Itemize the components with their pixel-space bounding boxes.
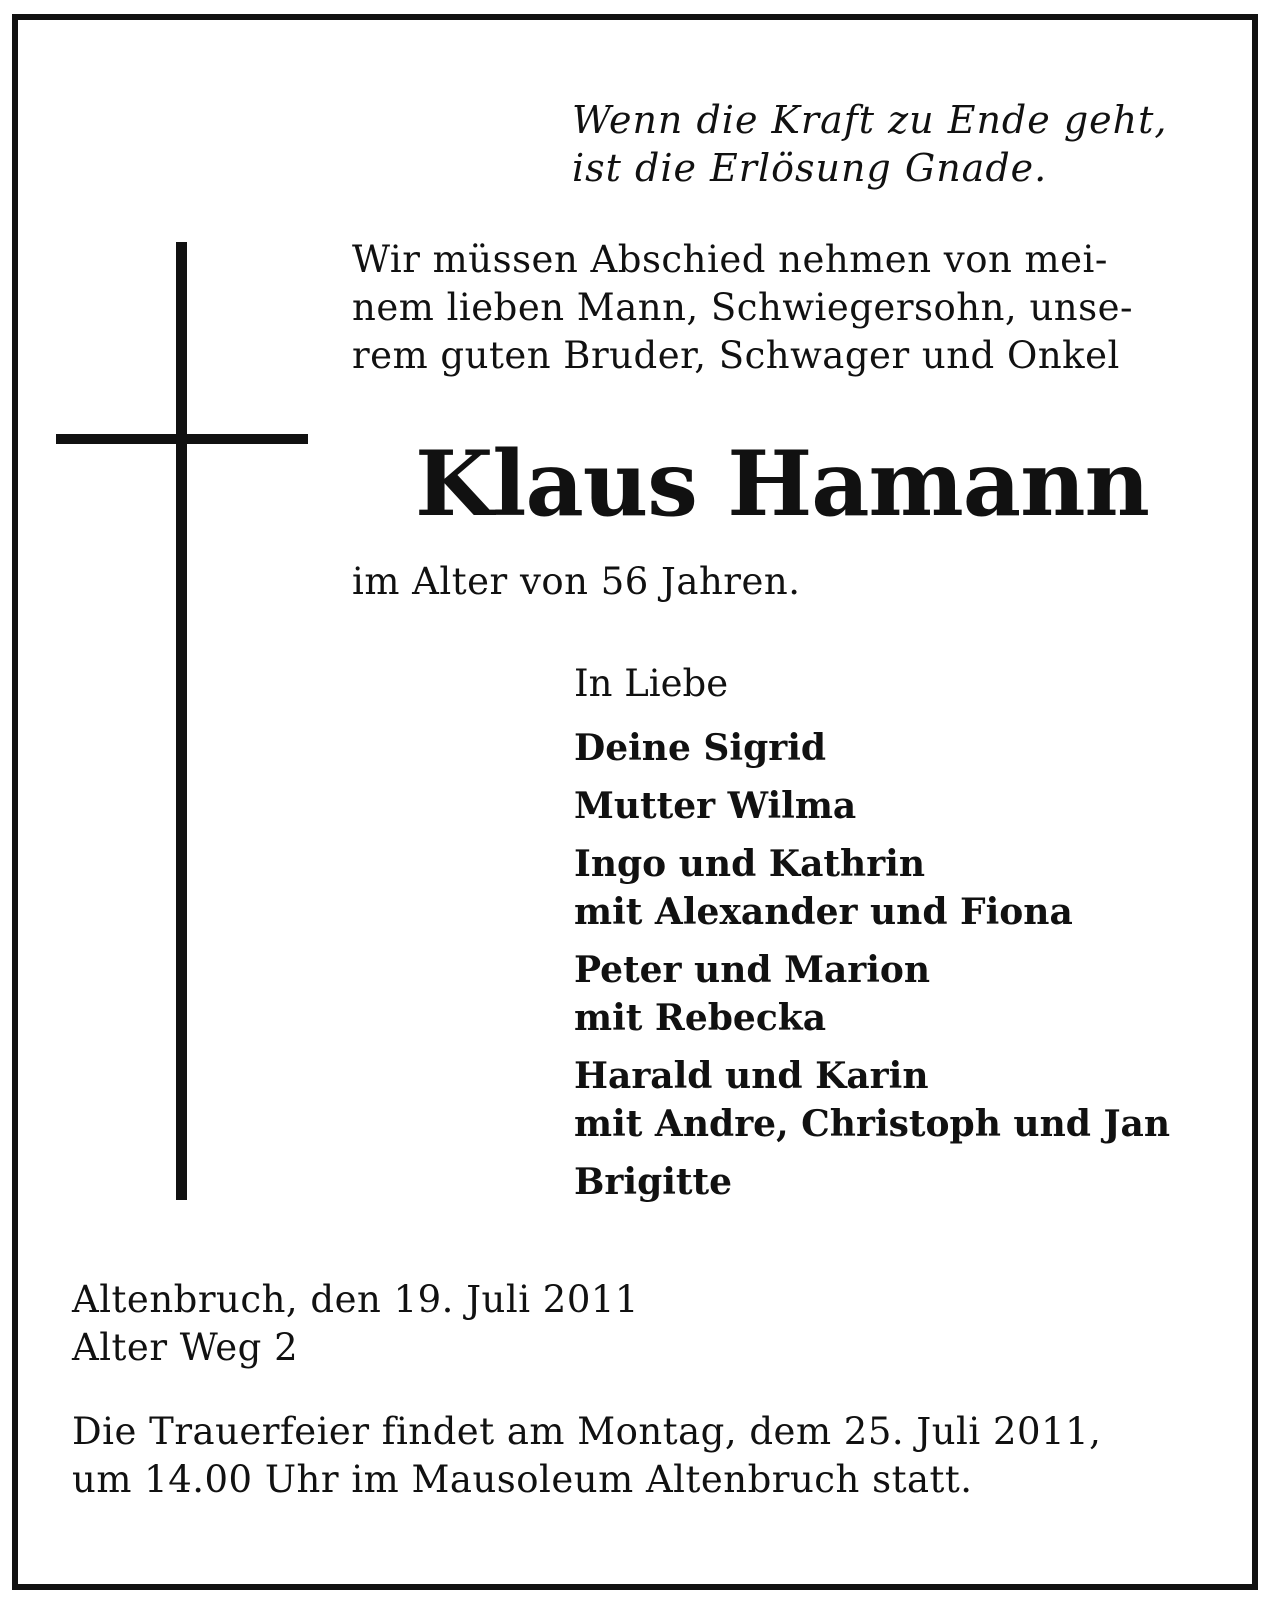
motto-line: Wenn die Kraft zu Ende geht,	[572, 98, 1168, 142]
cross-icon-horizontal-bar	[56, 434, 308, 444]
announcement-line: nem lieben Mann, Schwiegersohn, unse-	[352, 286, 1133, 329]
signer-line: Brigitte	[574, 1161, 733, 1203]
signer-line: Peter und Marion	[574, 949, 931, 991]
signer-line: mit Rebecka	[574, 997, 827, 1039]
motto	[572, 96, 1167, 192]
closing-phrase: In Liebe	[574, 662, 729, 705]
signer-group	[574, 1052, 1170, 1148]
signer-group	[574, 946, 1170, 1042]
service-line: Die Trauerfeier findet am Montag, dem 25. Juli 2011,	[72, 1410, 1102, 1453]
funeral-service-notice	[72, 1408, 1101, 1504]
place-and-date	[72, 1276, 639, 1372]
signer-line: mit Andre, Christoph und Jan	[574, 1103, 1170, 1145]
signer-group	[574, 782, 1170, 830]
announcement-line: rem guten Bruder, Schwager und Onkel	[352, 334, 1120, 377]
signer-line: Deine Sigrid	[574, 727, 827, 769]
signer-group	[574, 840, 1170, 936]
announcement-text	[352, 236, 1133, 380]
signer-line: Mutter Wilma	[574, 785, 857, 827]
service-line: um 14.00 Uhr im Mausoleum Altenbruch statt.	[72, 1458, 973, 1501]
signer-group	[574, 724, 1170, 772]
cross-icon-vertical-bar	[176, 242, 187, 1200]
signer-line: mit Alexander und Fiona	[574, 891, 1073, 933]
signer-line: Harald und Karin	[574, 1055, 929, 1097]
motto-line: ist die Erlösung Gnade.	[572, 146, 1048, 190]
age-line: im Alter von 56 Jahren.	[352, 560, 801, 603]
signer-group	[574, 1158, 1170, 1206]
address-line: Alter Weg 2	[72, 1326, 299, 1369]
signer-line: Ingo und Kathrin	[574, 843, 926, 885]
signers-list	[574, 724, 1170, 1216]
place-date-line: Altenbruch, den 19. Juli 2011	[72, 1278, 639, 1321]
announcement-line: Wir müssen Abschied nehmen von mei-	[352, 238, 1108, 281]
deceased-name: Klaus Hamann	[415, 431, 1149, 537]
